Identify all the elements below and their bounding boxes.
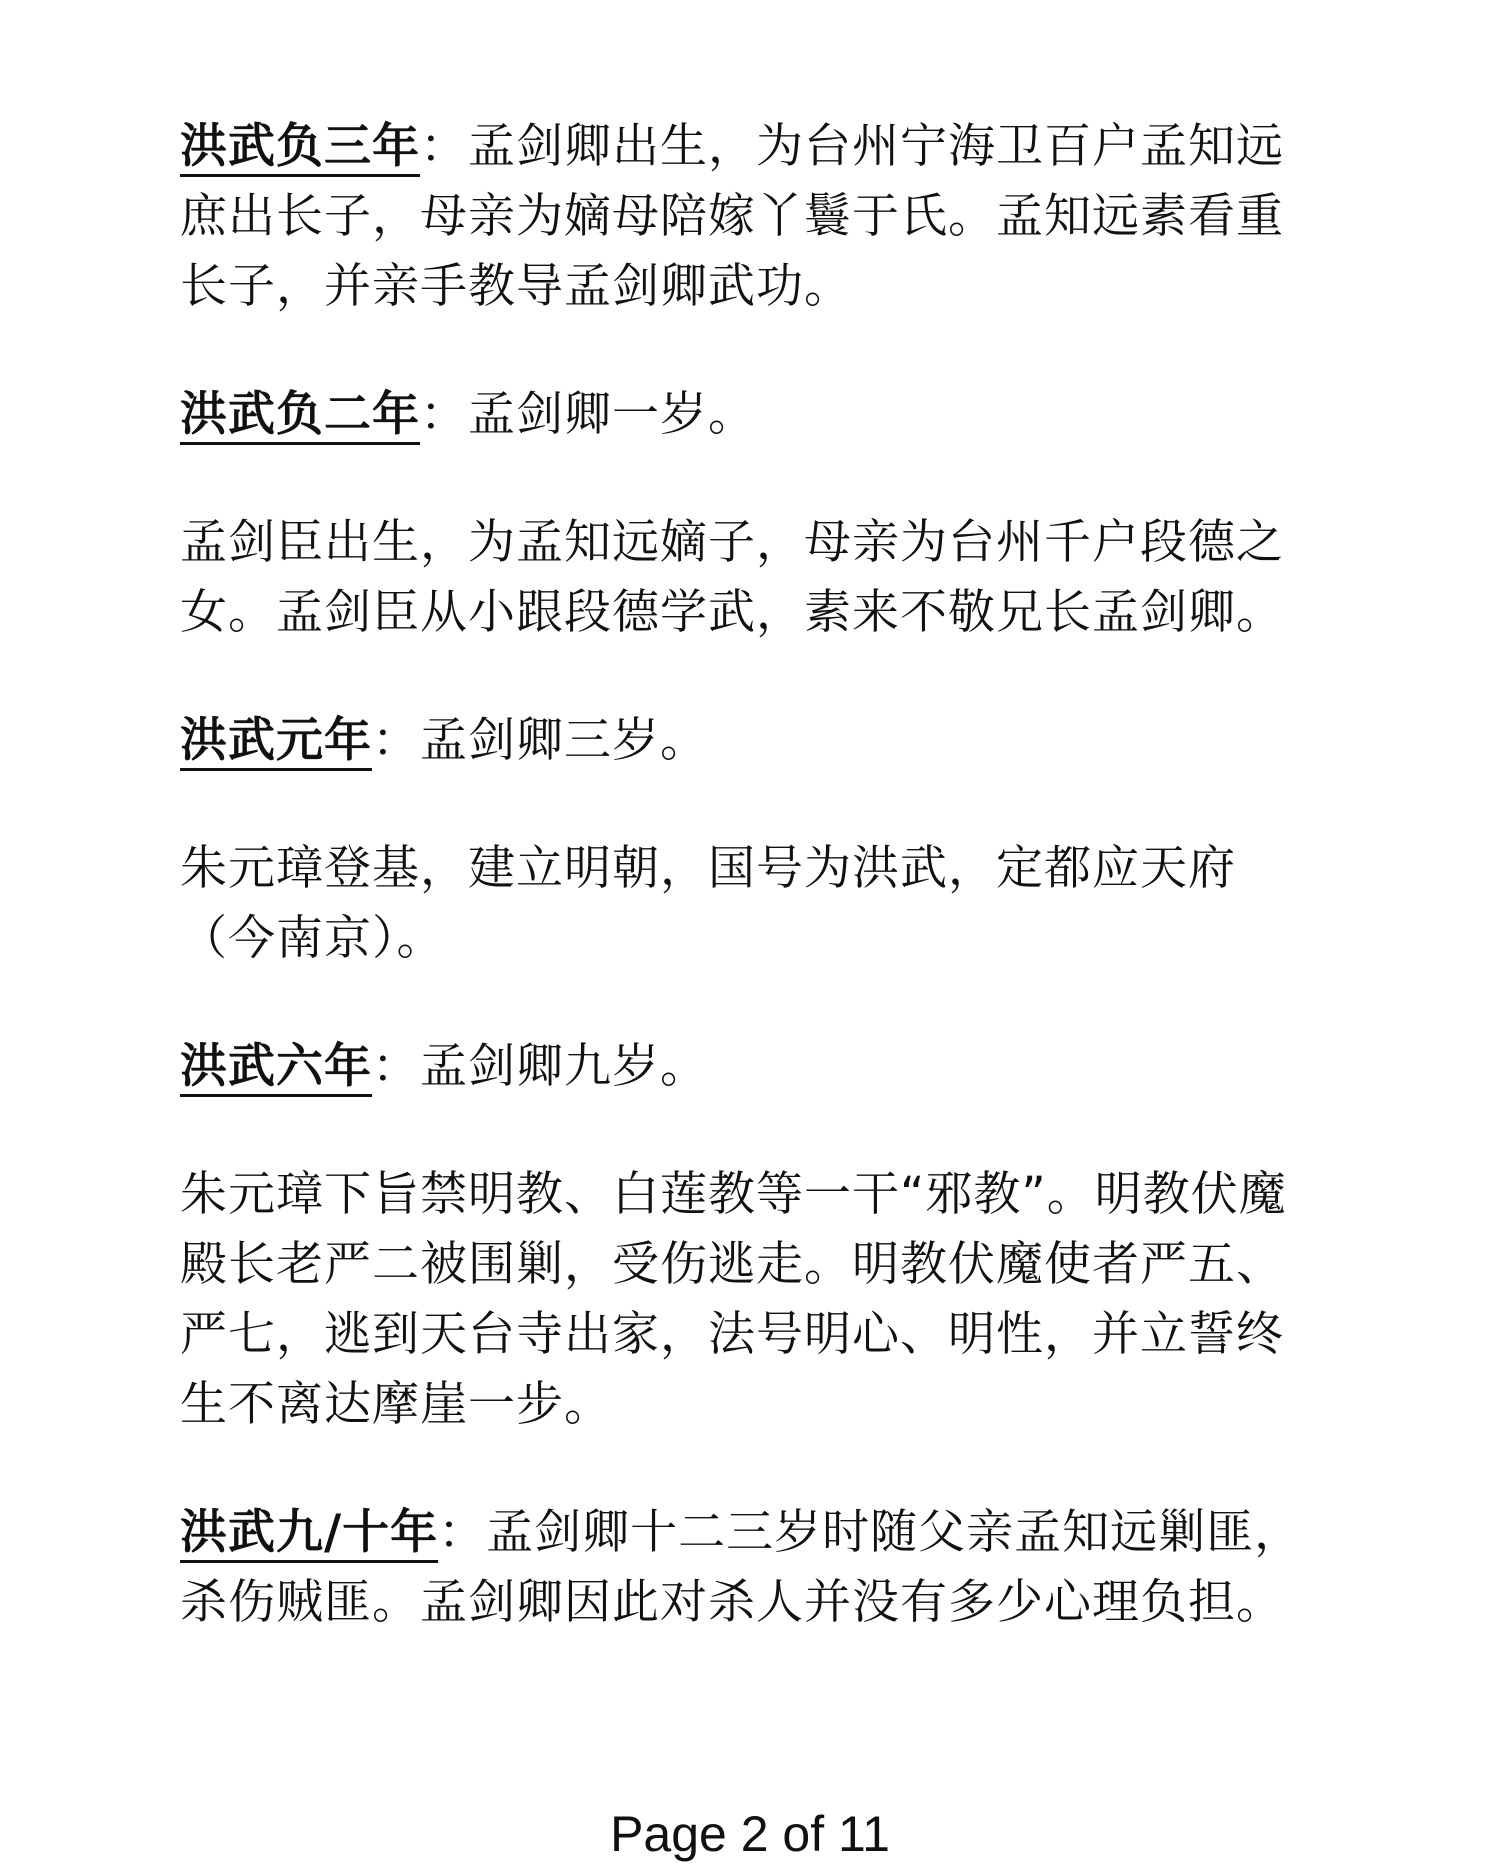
separator: ：	[438, 1505, 487, 1560]
entry-3	[180, 508, 1330, 648]
entry-4	[180, 706, 1330, 776]
separator: ：	[372, 1039, 420, 1094]
year-heading: 洪武元年	[180, 713, 372, 768]
entry-text: 孟剑卿一岁。	[468, 387, 756, 442]
document-page	[180, 112, 1330, 1638]
entry-8	[180, 1498, 1330, 1638]
entry-6	[180, 1032, 1330, 1102]
entry-text: 朱元璋登基，建立明朝，国号为洪武，定都应天府（今南京）。	[180, 841, 1236, 966]
year-heading: 洪武负三年	[180, 119, 420, 174]
entry-text: 孟剑卿三岁。	[420, 713, 708, 768]
entry-text: 朱元璋下旨禁明教、白莲教等一干“邪教”。明教伏魔殿长老严二被围剿，受伤逃走。明教伏魔使者严五、严七，逃到天台寺出家，法号明心、明性，并立誓终生不离达摩崖一步。	[180, 1167, 1287, 1432]
entry-7	[180, 1160, 1330, 1440]
entry-1	[180, 112, 1330, 322]
entry-2	[180, 380, 1330, 450]
year-heading: 洪武六年	[180, 1039, 372, 1094]
separator: ：	[420, 387, 468, 442]
year-heading: 洪武九/十年	[180, 1505, 439, 1560]
entry-text: 孟剑卿出生，为台州宁海卫百户孟知远庶出长子，母亲为嫡母陪嫁丫鬟于氏。孟知远素看重长子，并亲手教导孟剑卿武功。	[180, 119, 1284, 314]
entry-text: 孟剑臣出生，为孟知远嫡子，母亲为台州千户段德之女。孟剑臣从小跟段德学武，素来不敬兄长孟剑卿。	[180, 515, 1284, 640]
year-heading: 洪武负二年	[180, 387, 420, 442]
entry-5	[180, 834, 1330, 974]
entry-text: 孟剑卿九岁。	[420, 1039, 708, 1094]
page-number: Page 2 of 11	[610, 1806, 890, 1862]
separator: ：	[372, 713, 420, 768]
entry-text: 孟剑卿十二三岁时随父亲孟知远剿匪，杀伤贼匪。孟剑卿因此对杀人并没有多少心理负担。	[180, 1505, 1303, 1630]
separator: ：	[420, 119, 468, 174]
